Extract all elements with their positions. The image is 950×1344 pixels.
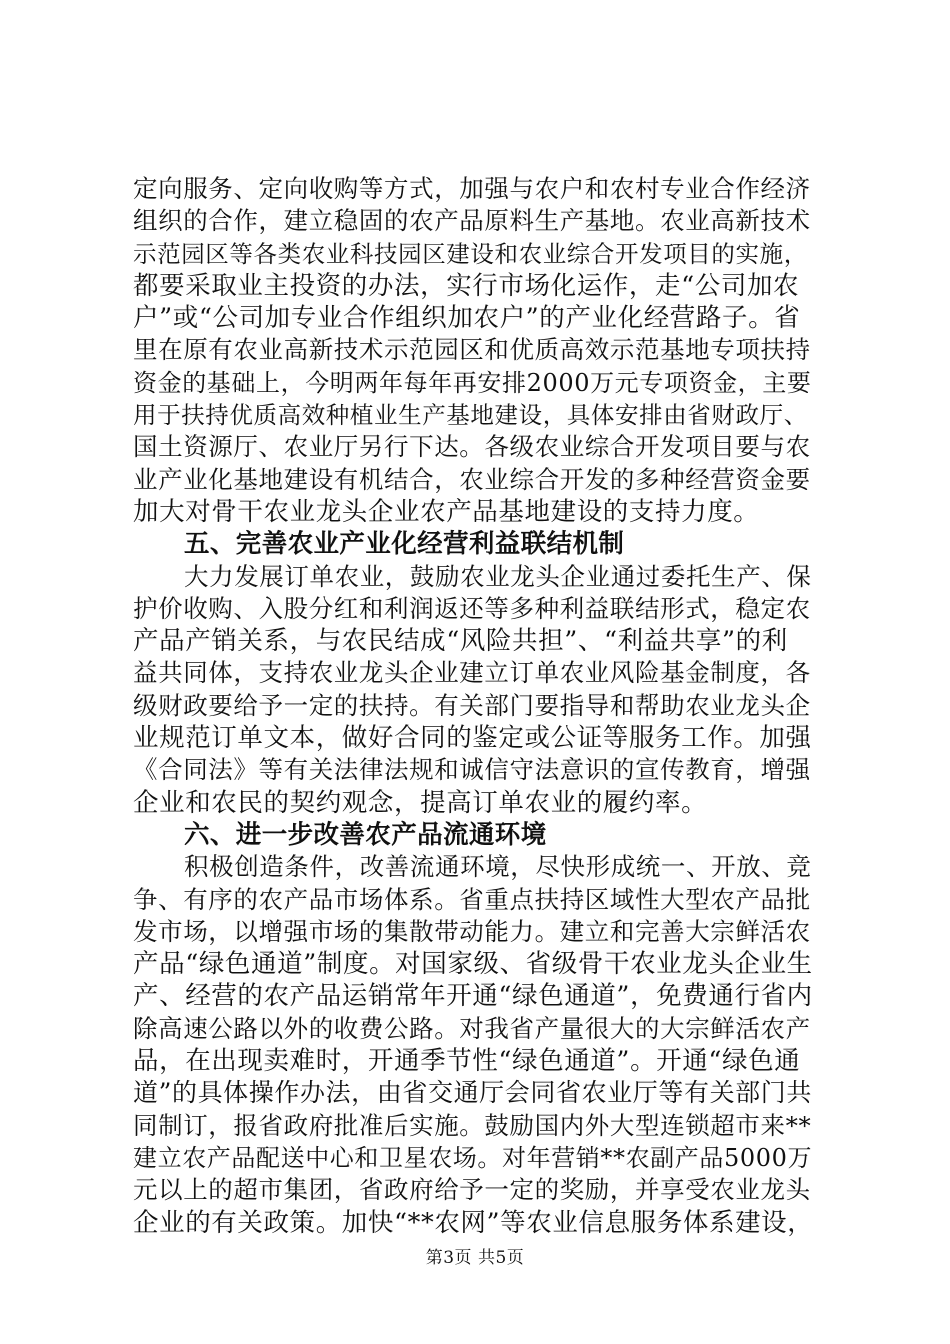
text-line: 同制订，报省政府批准后实施。鼓励国内外大型连锁超市来**: [133, 1110, 812, 1140]
text-line: 积极创造条件，改善流通环境，尽快形成统一、开放、竞: [184, 852, 812, 882]
text-line: 业产业化基地建设有机结合，农业综合开发的多种经营资金要: [133, 464, 811, 494]
text-line: 除高速公路以外的收费公路。对我省产量很大的大宗鲜活农产: [133, 1013, 811, 1043]
text-line: 产品“绿色通道”制度。对国家级、省级骨干农业龙头企业生: [133, 949, 813, 980]
text-line: 产、经营的农产品运销常年开通“绿色通道”，免费通行省内: [133, 981, 813, 1012]
text-line: 户”或“公司加专业合作组织加农户”的产业化经营路子。省: [133, 303, 801, 334]
text-line: 组织的合作，建立稳固的农产品原料生产基地。农业高新技术: [133, 206, 811, 236]
document-body: [133, 173, 821, 1239]
text-line: 业规范订单文本，做好合同的鉴定或公证等服务工作。加强: [133, 723, 812, 754]
text-line: 企业的有关政策。加快“**农网”等农业信息服务体系建设，: [133, 1207, 814, 1238]
text-line: 用于扶持优质高效种植业生产基地建设，具体安排由省财政厅、: [133, 401, 808, 430]
text-line: 护价收购、入股分红和利润返还等多种利益联结形式，稳定农: [133, 593, 811, 623]
text-line: 品，在出现卖难时，开通季节性“绿色通道”。开通“绿色通: [133, 1046, 801, 1077]
text-line: 产品产销关系，与农民结成“风险共担”、“利益共享”的利: [133, 626, 788, 657]
text-line: 益共同体，支持农业龙头企业建立订单农业风险基金制度，各: [133, 658, 811, 688]
section-heading: 五、完善农业产业化经营利益联结机制: [184, 529, 625, 560]
text-line: 元以上的超市集团，省政府给予一定的奖励，并享受农业龙头: [133, 1175, 811, 1205]
text-line: 示范园区等各类农业科技园区建设和农业综合开发项目的实施，: [133, 239, 808, 268]
text-line: 加大对骨干农业龙头企业农产品基地建设的支持力度。: [133, 496, 760, 527]
text-line: 争、有序的农产品市场体系。省重点扶持区域性大型农产品批: [133, 884, 811, 914]
text-line: 道”的具体操作办法，由省交通厅会同省农业厅等有关部门共: [133, 1078, 812, 1108]
text-line: 定向服务、定向收购等方式，加强与农户和农村专业合作经济: [133, 174, 811, 203]
text-line: 都要采取业主投资的办法，实行市场化运作，走“公司加农: [133, 270, 800, 301]
text-line: 企业和农民的契约观念，提高订单农业的履约率。: [133, 787, 708, 818]
text-line: 里在原有农业高新技术示范园区和优质高效示范基地专项扶持: [133, 335, 811, 365]
section-heading: 六、进一步改善农产品流通环境: [184, 819, 547, 850]
text-line: 级财政要给予一定的扶持。有关部门要指导和帮助农业龙头企: [133, 690, 811, 720]
text-line: 国土资源厅、农业厅另行下达。各级农业综合开发项目要与农: [133, 432, 811, 462]
text-line: 大力发展订单农业，鼓励农业龙头企业通过委托生产、保: [184, 561, 812, 591]
text-line: 资金的基础上，今明两年每年再安排2000万元专项资金，主要: [133, 368, 812, 397]
text-line: 建立农产品配送中心和卫星农场。对年营销**农副产品5000万: [133, 1143, 813, 1172]
page-footer: 第3页 共5页: [425, 1248, 525, 1268]
text-line: 发市场，以增强市场的集散带动能力。建立和完善大宗鲜活农: [133, 916, 811, 946]
text-line: 《合同法》等有关法律法规和诚信守法意识的宣传教育，增强: [133, 755, 811, 785]
